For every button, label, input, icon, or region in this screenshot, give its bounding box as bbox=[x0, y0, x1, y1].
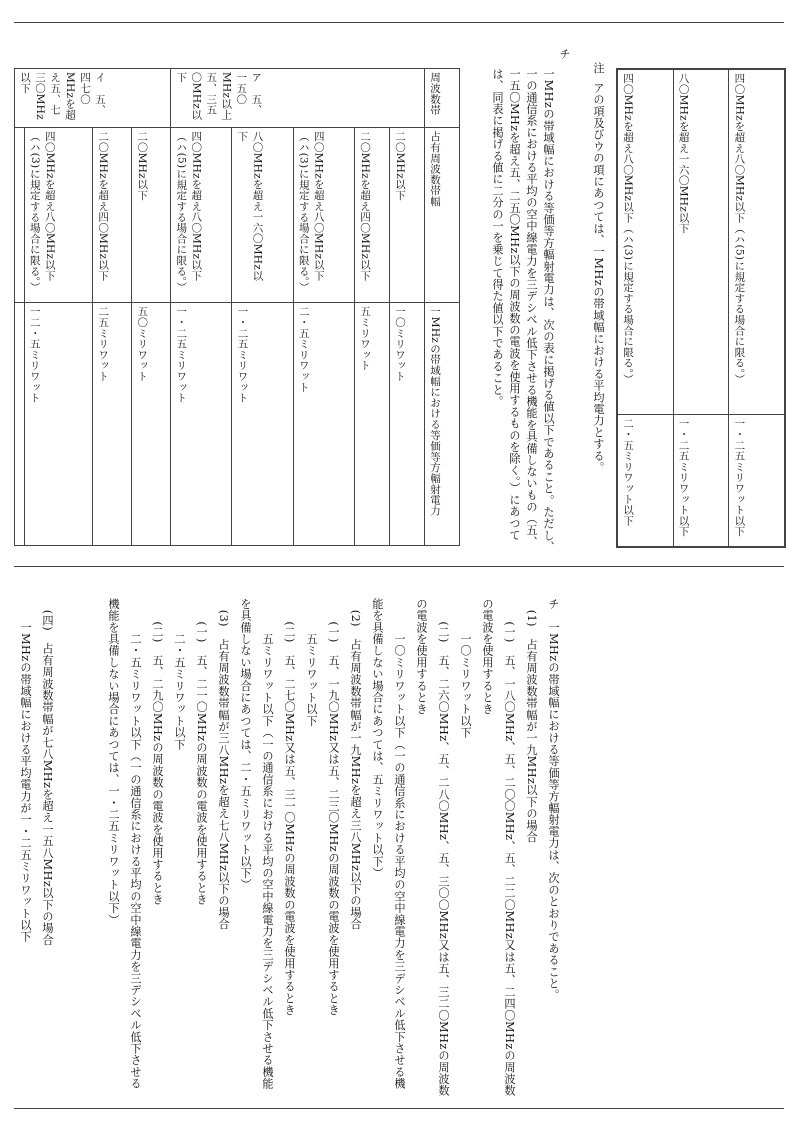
frequency-table bbox=[14, 68, 460, 546]
power-cell: 一・二五ミリワット bbox=[232, 303, 293, 546]
header-cell: 一MHzの帯域幅における等価等方輻射電力 bbox=[425, 303, 460, 546]
band-cell: 八〇MHzを超え一六〇MHz以下 bbox=[232, 128, 293, 303]
power-cell: 一二・五ミリワット bbox=[24, 303, 92, 546]
middle-rule bbox=[14, 566, 784, 567]
band-cell bbox=[15, 128, 25, 303]
note-band-cell: 四〇MHzを超え八〇MHz以下（ハ(3)に規定する場合に限る。） bbox=[618, 70, 674, 415]
bottom-text bbox=[14, 598, 774, 1098]
text-line: (一) 五、一九〇MHz又は五、二三〇MHzの周波数の電波を使用するとき bbox=[327, 598, 340, 1016]
text-line: (1) 占有周波数帯幅が一九MHz以下の場合 bbox=[525, 598, 538, 843]
text-line: (四) 占有周波数帯幅が七八MHzを超え一五八MHz以下の場合 bbox=[41, 598, 54, 946]
band-cell: 四〇MHzを超え八〇MHz以下（ハ(3)に規定する場合に限る。） bbox=[24, 128, 92, 303]
group-label-cell: イ 五、四七〇MHzを超え五、七三〇MHz以下 bbox=[15, 69, 171, 128]
text-line: 一MHzの帯域幅における平均電力が一・二五ミリワット以下 bbox=[19, 598, 32, 943]
power-cell: 五ミリワット bbox=[354, 303, 389, 546]
power-cell: 五〇ミリワット bbox=[132, 303, 171, 546]
band-cell: 二〇MHzを超え四〇MHz以下 bbox=[354, 128, 389, 303]
note-label: 注 bbox=[592, 62, 605, 74]
power-cell: 二・五ミリワット bbox=[293, 303, 354, 546]
note-power-cell: 一・二五ミリワット以下 bbox=[729, 415, 785, 547]
text-line: (一) 五、一八〇MHz、五、二〇〇MHz、五、二二〇MHz又は五、二四〇MHzの周波数の電波を使用するとき bbox=[481, 598, 516, 1097]
note-text: アの項及びウの項にあつては、一MHzの帯域幅における平均電力とする。 bbox=[592, 82, 605, 474]
band-cell: 四〇MHzを超え八〇MHz以下（ハ(3)に規定する場合に限る。） bbox=[293, 128, 354, 303]
bottom-rule bbox=[14, 1108, 784, 1109]
text-line: (一) 五、二一〇MHzの周波数の電波を使用するとき bbox=[195, 598, 208, 906]
power-cell: 一・二五ミリワット bbox=[171, 303, 232, 546]
band-cell: 二〇MHz以下 bbox=[132, 128, 171, 303]
group-label-cell: ア 五、一五〇MHz以上五、三五〇MHz以下 bbox=[171, 69, 425, 128]
header-cell: 占有周波数帯幅 bbox=[425, 128, 460, 303]
note-power-cell: 二・五ミリワット以下 bbox=[618, 415, 674, 547]
text-line: 二・五ミリワット以下 bbox=[173, 598, 186, 751]
text-line: チ 一MHzの帯域幅における等価等方輻射電力は、次のとおりであること。 bbox=[547, 598, 560, 1002]
text-line: (3) 占有周波数帯幅が三八MHzを超え七八MHz以下の場合 bbox=[217, 598, 230, 930]
header-cell: 周波数帯 bbox=[425, 69, 460, 128]
text-line: 一〇ミリワット以下 bbox=[459, 598, 472, 739]
band-cell: 二〇MHz以下 bbox=[389, 128, 424, 303]
power-cell: 一〇ミリワット bbox=[389, 303, 424, 546]
text-line: (二) 五、二九〇MHzの周波数の電波を使用するとき bbox=[151, 598, 164, 906]
note-table bbox=[616, 68, 786, 548]
note-band-cell: 四〇MHzを超え八〇MHz以下（ハ(5)に規定する場合に限る。） bbox=[729, 70, 785, 415]
top-rule bbox=[14, 22, 784, 23]
note-band-cell: 八〇MHzを超え一六〇MHz以下 bbox=[673, 70, 729, 415]
chi-label: チ bbox=[558, 48, 571, 60]
text-line: (2) 占有周波数帯幅が一九MHzを超え三八MHz以下の場合 bbox=[349, 598, 362, 930]
power-cell: 二五ミリワット bbox=[93, 303, 132, 546]
text-line: 五ミリワット以下（一の通信系における平均の空中線電力を三デシベル低下させる機能を具備しない場合にあつては、二・五ミリワット以下） bbox=[239, 598, 274, 1090]
power-cell bbox=[15, 303, 25, 546]
band-cell: 二〇MHzを超え四〇MHz以下 bbox=[93, 128, 132, 303]
chi-text: 一MHzの帯域幅における等価等方輻射電力は、次の表に掲げる値以下であること。ただし、一の通信系における平均の空中線電力を三デシベル低下させる機能を具備しないもの（五、一五〇MHzを超え五、二五〇MHz以下の周波数の電波を使用するものを除く。）にあつては、同表に掲げる値に二分の一を乗じて得た値以下であること。 bbox=[491, 68, 555, 553]
text-line: 二・五ミリワット以下（一の通信系における平均の空中線電力を三デシベル低下させる機能を具備しない場合にあつては、一・二五ミリワット以下） bbox=[107, 598, 142, 1090]
text-line: 五ミリワット以下 bbox=[305, 598, 318, 727]
text-line: 一〇ミリワット以下（一の通信系における平均の空中線電力を三デシベル低下させる機能を具備しない場合にあつては、五ミリワット以下） bbox=[371, 598, 406, 1090]
text-line bbox=[58, 598, 80, 1098]
text-line: (二) 五、二七〇MHz又は五、三一〇MHzの周波数の電波を使用するとき bbox=[283, 598, 296, 1016]
band-cell: 四〇MHzを超え八〇MHz以下（ハ(5)に規定する場合に限る。） bbox=[171, 128, 232, 303]
text-line: (二) 五、二六〇MHz、五、二八〇MHz、五、三〇〇MHz又は五、三二〇MHzの周波数の電波を使用するとき bbox=[415, 598, 450, 1097]
text-line bbox=[80, 598, 102, 1098]
note-power-cell: 一・二五ミリワット以下 bbox=[673, 415, 729, 547]
